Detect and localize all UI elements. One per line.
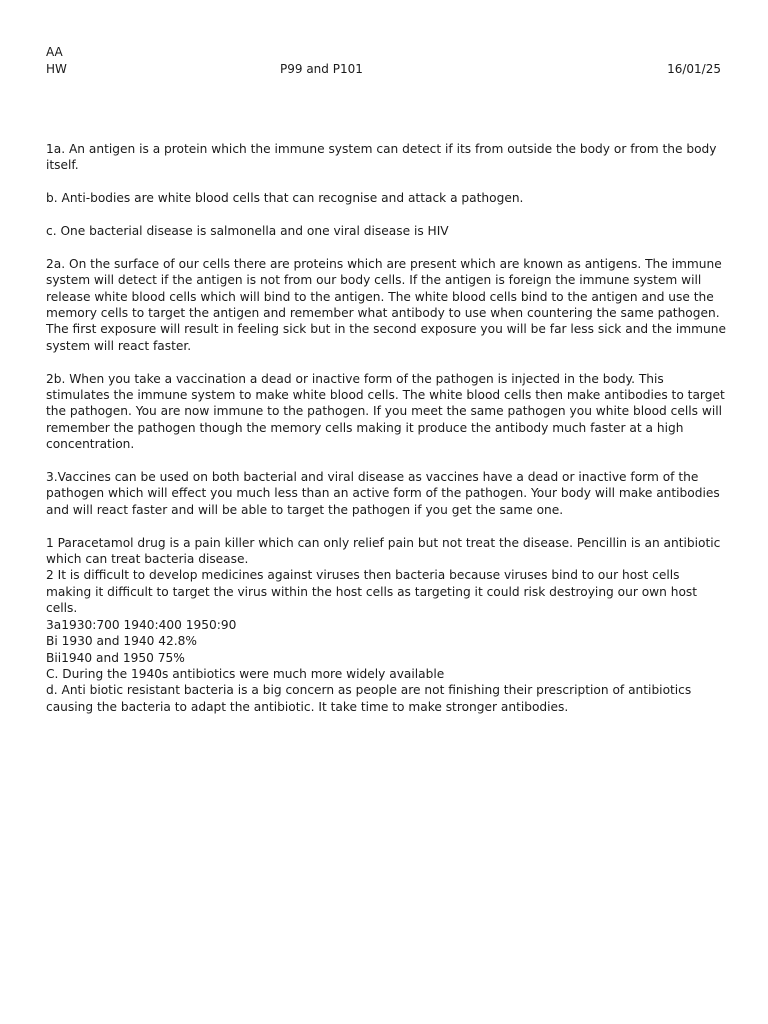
- answer-bi: Bi 1930 and 1940 42.8%: [46, 634, 197, 649]
- paragraph-2b: 2b. When you take a vaccination a dead or inactive form of the pathogen is injected in the body. This stimulates the immune system to make white blood cells. The white blood cells then make antibodies to target the pathogen. You are now immune to the pathogen. If you meet the same pathogen you white blood cells will remember the pathogen though the memory cells making it produce the antibody much faster at a high concentration.: [46, 371, 725, 452]
- answer-bii: Bii1940 and 1950 75%: [46, 650, 185, 665]
- answer-1: 1 Paracetamol drug is a pain killer which can only relief pain but not treat the disease. Pencillin is an antibiotic which can treat bacteria disease.: [46, 535, 721, 567]
- subject-label: HW: [46, 62, 67, 76]
- paragraph-3: 3.Vaccines can be used on both bacterial and viral disease as vaccines have a dead or inactive form of the pathogen which will effect you much less than an active form of the pathogen. Your body will make antibodies and will react faster and will be able to target the pathogen if you get the same one.: [46, 470, 720, 517]
- paragraph-1a: 1a. An antigen is a protein which the immune system can detect if its from outside the body or from the body itself.: [46, 142, 717, 173]
- paragraph-2a: 2a. On the surface of our cells there are proteins which are present which are known as antigens. The immune system will detect if the antigen is not from our body cells. If the antigen is foreign the immune system will release white blood cells which will bind to the antigen. The white blood cells bind to the antigen and use the memory cells to target the antigen and remember what antibody to use when countering the same pathogen. The first exposure will result in feeling sick but in the second exposure you will be far less sick and the immune system will react faster.: [46, 256, 726, 353]
- paragraph-1b: b. Anti-bodies are white blood cells that can recognise and attack a pathogen.: [46, 191, 524, 206]
- document-body: [46, 141, 726, 715]
- answer-c: C. During the 1940s antibiotics were much more widely available: [46, 666, 445, 681]
- answer-2: 2 It is difficult to develop medicines against viruses then bacteria because viruses bind to our host cells making it difficult to target the virus within the host cells as targeting it could risk destroying our own host cells.: [46, 568, 698, 616]
- answer-d: d. Anti biotic resistant bacteria is a big concern as people are not finishing their prescription of antibiotics causing the bacteria to adapt the antibiotic. It take time to make stronger antibodies.: [46, 683, 692, 714]
- answer-3a: 3a1930:700 1940:400 1950:90: [46, 617, 237, 632]
- student-initials: AA: [46, 45, 63, 59]
- paragraph-1c: c. One bacterial disease is salmonella and one viral disease is HIV: [46, 224, 449, 238]
- page-reference: P99 and P101: [280, 62, 363, 76]
- date-label: 16/01/25: [667, 62, 721, 76]
